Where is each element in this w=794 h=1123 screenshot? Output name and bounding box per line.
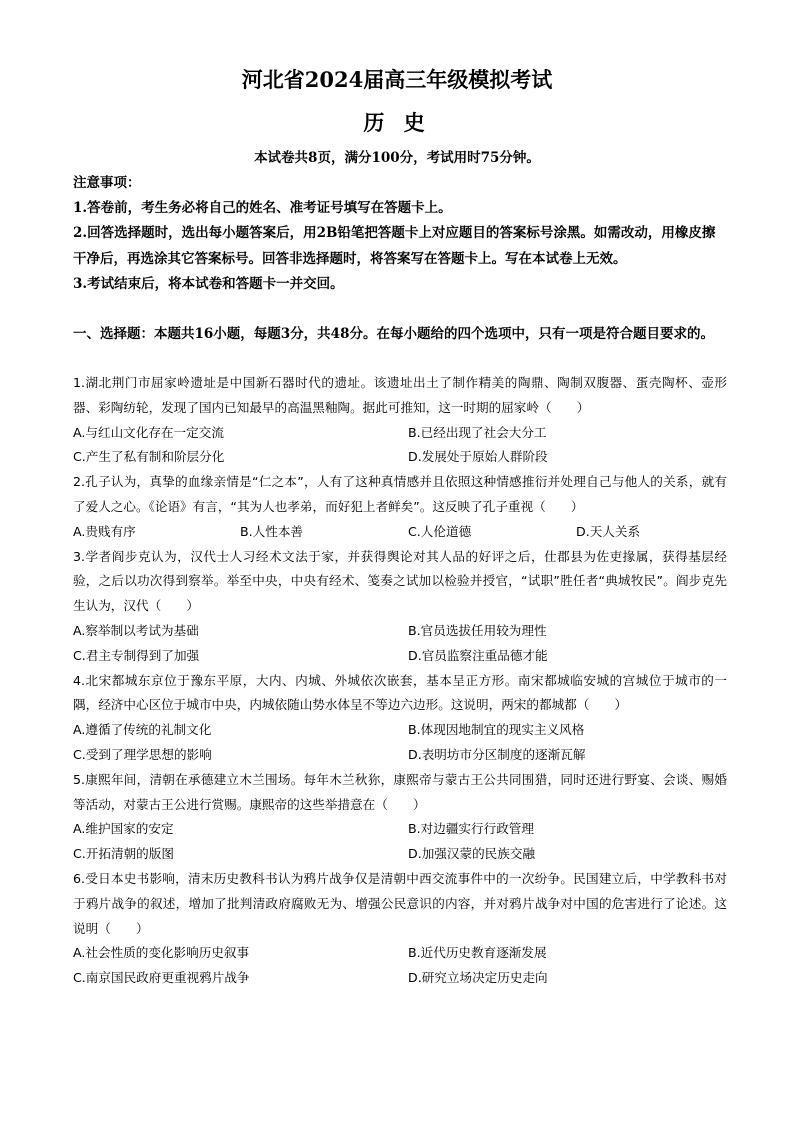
question-1 <box>73 371 727 470</box>
option-b: B.已经出现了社会大分工 <box>408 424 547 440</box>
options <box>73 718 727 768</box>
option-c: C.开拓清朝的版图 <box>73 846 174 862</box>
question-4 <box>73 669 727 768</box>
section-heading <box>73 322 725 347</box>
subject-title: 历 史 <box>363 110 431 135</box>
option-b: B.人性本善 <box>240 523 304 539</box>
question-3 <box>73 545 727 669</box>
options <box>73 817 727 867</box>
question-5 <box>73 768 727 867</box>
option-b: B.官员选拔任用较为理性 <box>408 622 547 638</box>
notes-heading: 注意事项： <box>73 175 141 191</box>
options <box>73 941 727 991</box>
question-6 <box>73 867 727 991</box>
option-d: D.官员监察注重品德才能 <box>408 647 548 663</box>
option-c: C.受到了理学思想的影响 <box>73 746 212 762</box>
note-item: 1.答卷前，考生务必将自己的姓名、准考证号填写在答题卡上。 <box>73 200 452 217</box>
exam-info: 本试卷共8页，满分100分，考试用时75分钟。 <box>254 150 540 166</box>
question-stem: 3.学者阎步克认为，汉代士人习经术文法于家，并获得舆论对其人品的好评之后，仕郡县为佐吏掾属，获得基层经验，之后以功次得到察举。举至中央，中央有经术、笺奏之试加以检验并授官，“试职”胜任者“典城牧民”。阎步克先生认为，汉代（ ） <box>73 548 727 614</box>
note-item: 3.考试结束后，将本试卷和答题卡一并交回。 <box>73 275 344 292</box>
option-a: A.维护国家的安定 <box>73 821 174 837</box>
option-d: D.天人关系 <box>576 523 641 539</box>
options <box>73 421 727 471</box>
option-d: D.表明坊市分区制度的逐渐瓦解 <box>408 746 586 762</box>
option-d: D.研究立场决定历史走向 <box>408 970 548 986</box>
option-c: C.君主专制得到了加强 <box>73 647 200 663</box>
option-c: C.南京国民政府更重视鸦片战争 <box>73 970 250 986</box>
question-stem: 1.湖北荆门市屈家岭遗址是中国新石器时代的遗址。该遗址出土了制作精美的陶鼎、陶制双腹器、蛋壳陶杯、壶形器、彩陶纺轮，发现了国内已知最早的高温黑釉陶。据此可推知，这一时期的屈家岭（ ） <box>73 375 727 415</box>
question-stem: 4.北宋都城东京位于豫东平原，大内、内城、外城依次嵌套，基本呈正方形。南宋都城临安城的宫城位于城市的一隅，经济中心区位于城市中央，内城依随山势水体呈不等边六边形。这说明，两宋的都城都（ ） <box>73 672 727 713</box>
exam-title: 河北省2024届高三年级模拟考试 <box>241 67 553 92</box>
question-2 <box>73 470 727 544</box>
option-b: B.体现因地制宜的现实主义风格 <box>408 722 585 738</box>
question-stem: 5.康熙年间，清朝在承德建立木兰围场。每年木兰秋狝，康熙帝与蒙古王公共同围猎，同时还进行野宴、会谈、赐婚等活动，对蒙古王公进行赏赐。康熙帝的这些举措意在（ ） <box>73 771 727 812</box>
option-a: A.遵循了传统的礼制文化 <box>73 722 212 738</box>
option-a: A.贵贱有序 <box>73 523 136 539</box>
question-stem: 6.受日本史书影响，清末历史教科书认为鸦片战争仅是清朝中西交流事件中的一次纷争。民国建立后，中学教科书对于鸦片战争的叙述，增加了批判清政府腐败无为、增强公民意识的内容，并对鸦片战争对中国的危害进行了论述。这说明（ ） <box>73 870 727 936</box>
option-c: C.产生了私有制和阶层分化 <box>73 449 225 465</box>
notes-block <box>73 171 725 297</box>
option-d: D.加强汉蒙的民族交融 <box>408 846 536 862</box>
question-stem: 2.孔子认为，真挚的血缘亲情是“仁之本”，人有了这种真情感并且依照这种情感推衍并处理自己与他人的关系，就有了爱人之心。《论语》有言，“其为人也孝弟，而好犯上者鲜矣”。这反映了孔子重视（ ） <box>73 474 727 514</box>
question-list <box>73 371 727 991</box>
option-d: D.发展处于原始人群阶段 <box>408 449 548 465</box>
section-text: 一、选择题：本题共16小题，每题3分，共48分。在每小题给的四个选项中，只有一项是符合题目要求的。 <box>73 326 714 342</box>
options <box>73 619 727 669</box>
options <box>73 520 727 545</box>
option-c: C.人伦道德 <box>408 523 472 539</box>
option-b: B.对边疆实行行政管理 <box>408 821 534 837</box>
option-a: A.社会性质的变化影响历史叙事 <box>73 945 250 961</box>
option-a: A.察举制以考试为基础 <box>73 622 199 638</box>
option-b: B.近代历史教育逐渐发展 <box>408 945 547 961</box>
option-a: A.与红山文化存在一定交流 <box>73 424 224 440</box>
note-item: 2.回答选择题时，选出每小题答案后，用2B铅笔把答题卡上对应题目的答案标号涂黑。如需改动，用橡皮擦干净后，再选涂其它答案标号。回答非选择题时，将答案写在答题卡上。写在本试卷上无效。 <box>73 225 716 267</box>
